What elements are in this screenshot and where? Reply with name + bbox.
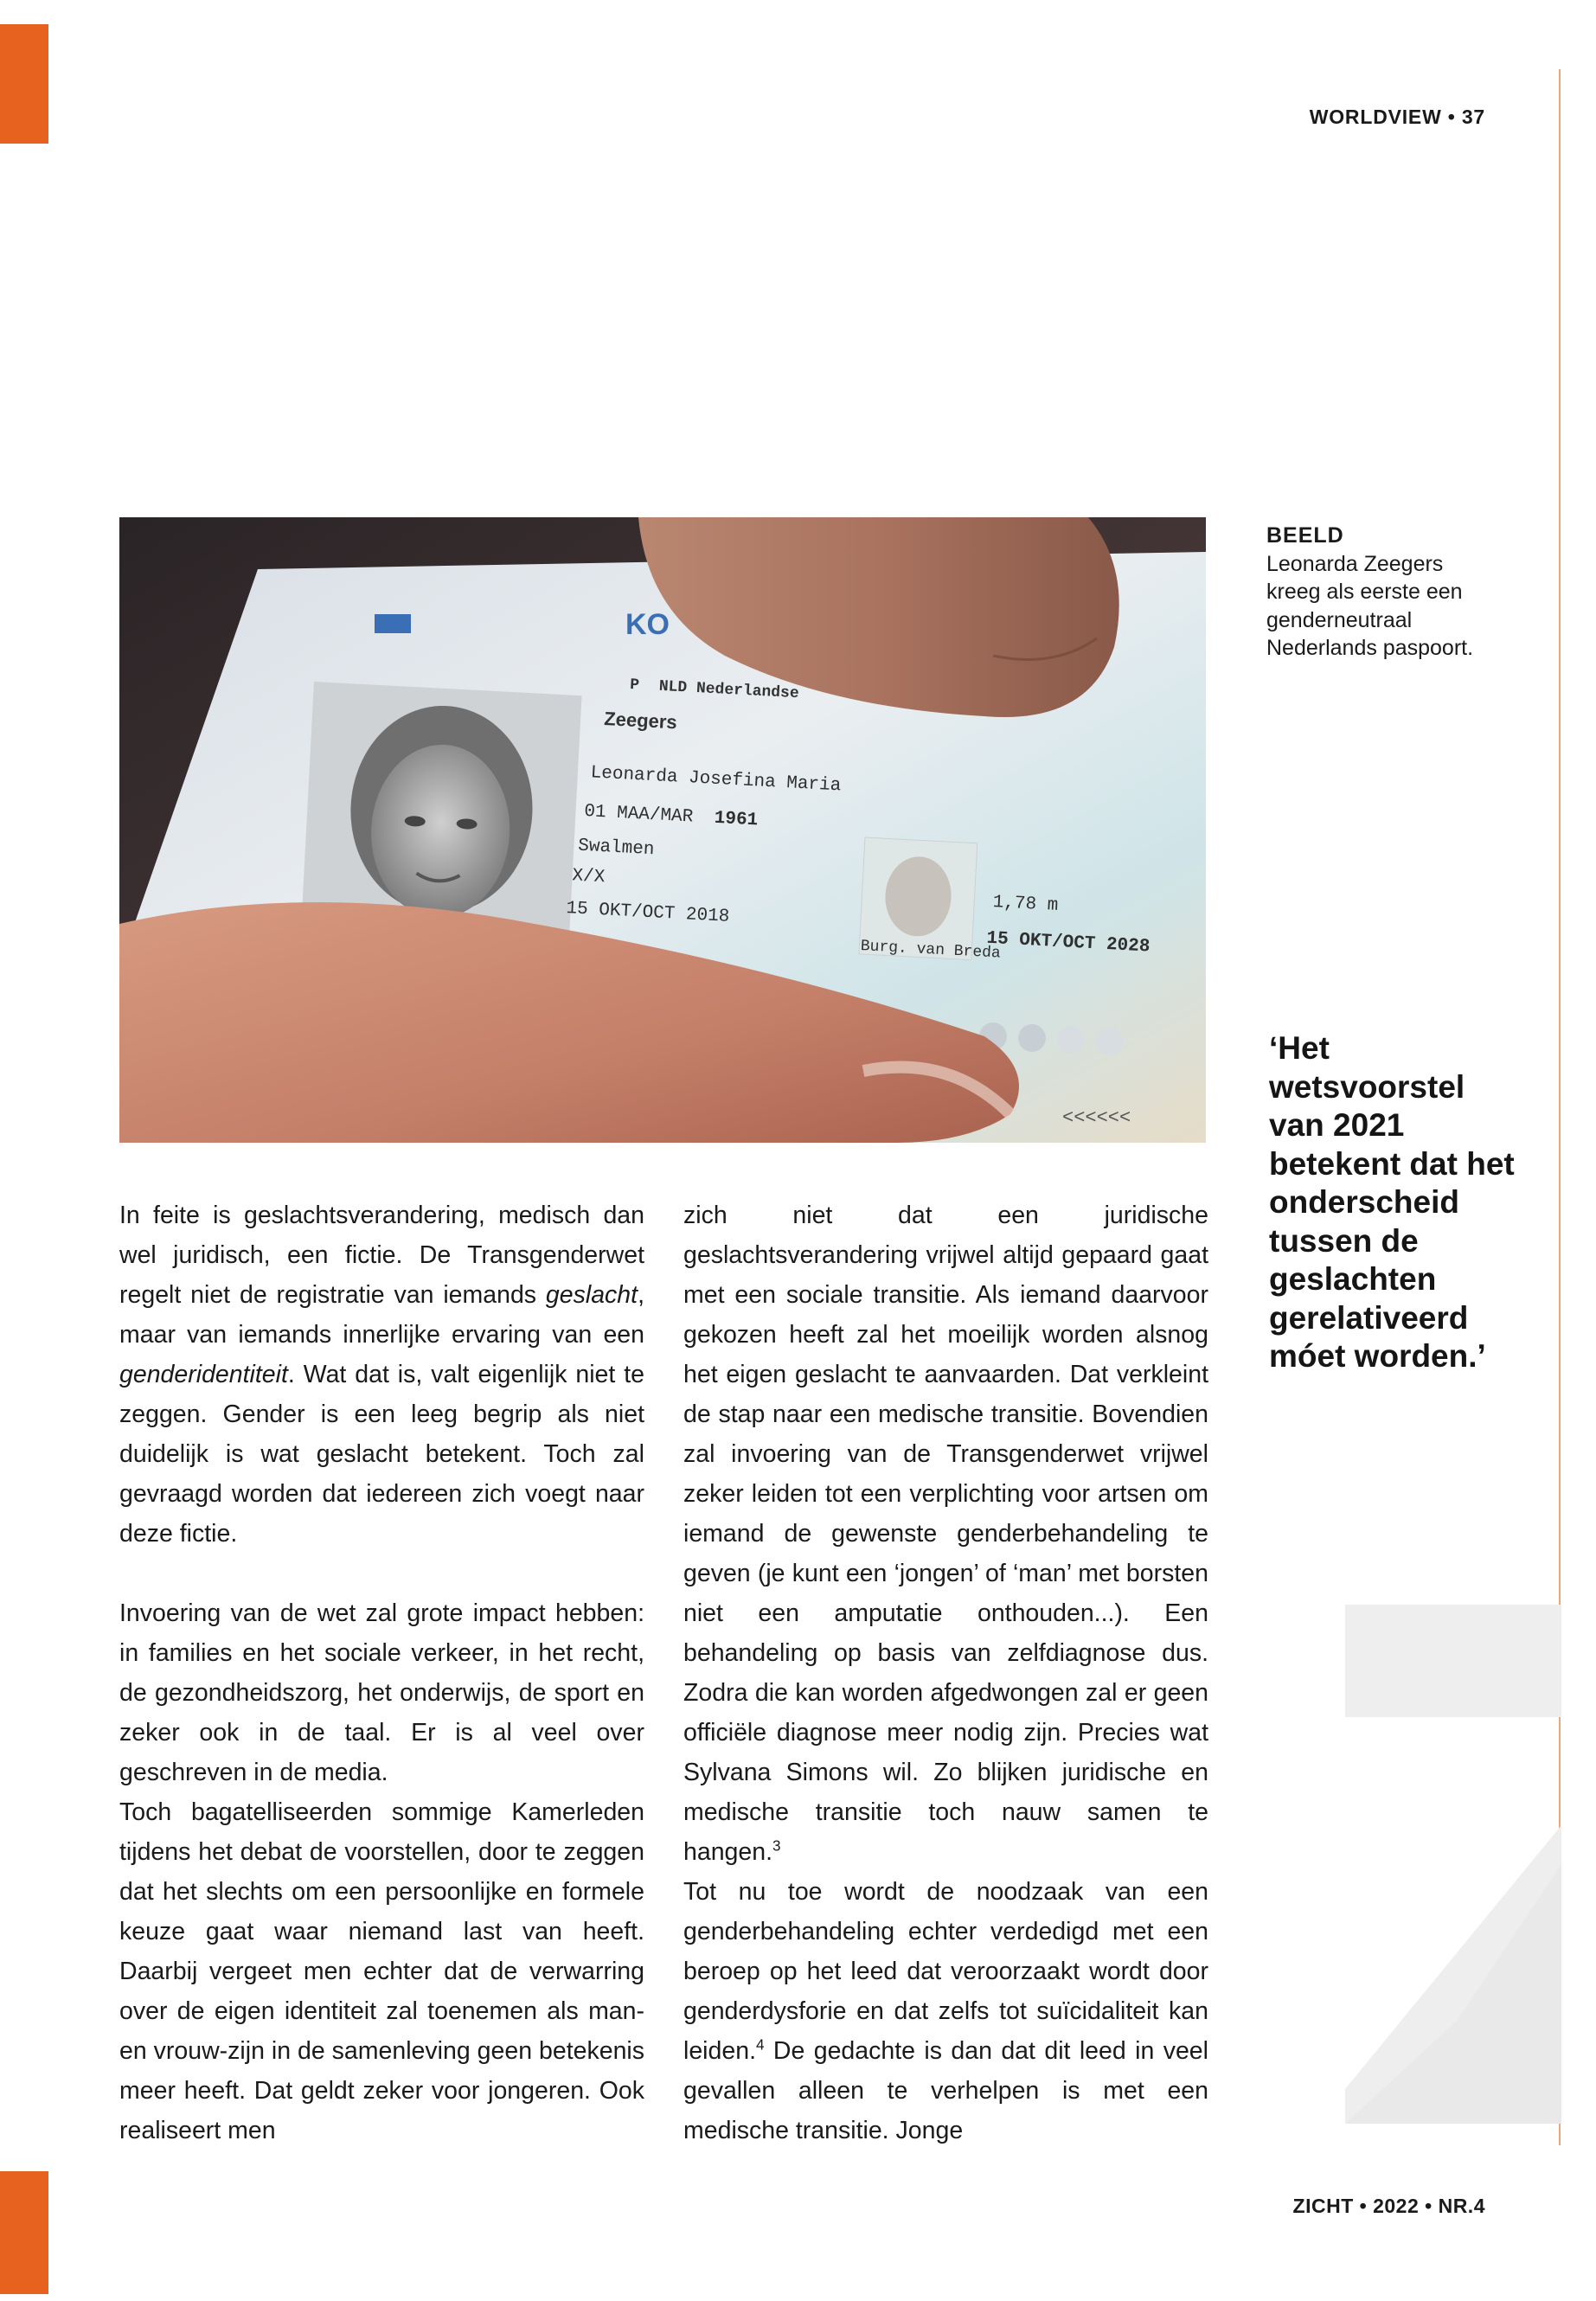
paragraph: Invoering van de wet zal grote impact hebben: in families en het sociale verkeer, in het recht, de gezondheidszorg, het onderwijs, de sport en zeker ook in de taal. Er is al veel over geschreven in de media. [119, 1599, 644, 1786]
text-run: zich niet dat een juridische geslachtsverandering vrijwel altijd gepaard gaat met een sociale transitie. Als iemand daarvoor gekozen heeft zal het moeilijk worden alsnog het eigen geslacht te aanvaarden. Dat verkleint de stap naar een medische transitie. Bovendien zal invoering van de Transgenderwet vrijwel zeker leiden tot een verplichting voor artsen om iemand de gewenste genderbehandeling te geven (je kunt een ‘jongen’ of ‘man’ met borsten niet een amputatie onthouden...). Een behandeling op basis van zelfdiagnose dus. Zodra die kan worden afgedwongen zal er geen officiële diagnose meer nodig zijn. Precies wat Sylvana Simons wil. Zo blijken juridische en medische transitie toch nauw samen te hangen. [683, 1202, 1208, 1866]
passport-birth-day-month: 01 MAA/MAR [583, 801, 694, 828]
running-foot: ZICHT • 2022 • NR.4 [1292, 2195, 1485, 2217]
body-column-right [683, 1195, 1208, 2150]
passport-issue-date: 15 OKT/OCT 2018 [565, 899, 730, 927]
body-column-left [119, 1195, 644, 2150]
passport-given-names: Leonarda Josefina Maria [590, 763, 842, 797]
text-run: , maar van iemands innerlijke ervaring van een [119, 1281, 644, 1349]
text-run: Tot nu toe wordt de noodzaak van een genderbehandeling echter verdedigd met een beroep op het leed dat veroorzaakt wordt door genderdysforie en dat zelfs tot suïcidaliteit kan leiden. [683, 1878, 1208, 2065]
passport-nationality: NLD Nederlandse [658, 677, 800, 703]
footnote-ref: 3 [772, 1837, 781, 1855]
orange-edge-tab-top [0, 24, 48, 144]
passport-height: 1,78 m [992, 893, 1059, 916]
emphasis: geslacht [545, 1281, 638, 1309]
paragraph [683, 1872, 1208, 2150]
photo-caption [1266, 522, 1483, 663]
text-run: In feite is geslachtsverandering, medisch dan wel juridisch, een fictie. De Transgenderwet regelt niet de registratie van iemands [119, 1202, 644, 1309]
passport-country-code: KO [625, 608, 670, 641]
paragraph [119, 1195, 644, 1554]
passport-place-of-birth: Swalmen [577, 836, 655, 861]
passport-mrz: <<<<<< [1062, 1107, 1131, 1129]
text-run: . Wat dat is, valt eigenlijk niet te zeggen. Gender is een leeg begrip als niet duidelijk is wat geslacht betekent. Toch zal gevraagd worden dat iedereen zich voegt naar deze fictie. [119, 1361, 644, 1548]
footnote-ref: 4 [755, 2036, 765, 2054]
emphasis: genderidentiteit [119, 1361, 288, 1388]
passport-illustration [119, 517, 1206, 1143]
running-head: WORLDVIEW • 37 [1309, 106, 1485, 128]
paragraph: Toch bagatelliseerden sommige Kamerleden tijdens het debat de voorstellen, door te zeggen dat het slechts om een persoonlijke en formele keuze gaat waar niemand last van heeft. Daarbij vergeet men echter dat de verwarring over de eigen identiteit zal toenemen als man- en vrouw-zijn in de samenleving geen betekenis meer heeft. Dat geldt zeker voor jongeren. Ook realiseert men [119, 1798, 644, 2144]
passport-type: P [629, 676, 640, 695]
passport-surname: Zeegers [603, 708, 678, 734]
zicht-z-logo [1345, 1605, 1561, 2145]
caption-label: BEELD [1266, 523, 1344, 548]
passport-sex: X/X [571, 866, 606, 888]
pull-quote: ‘Het wetsvoorstel van 2021 betekent dat het onderscheid tussen de geslachten gerelativeerd móet worden.’ [1269, 1030, 1515, 1374]
passport-photo [119, 517, 1206, 1143]
passport-birth-year: 1961 [714, 808, 759, 831]
passport-expiry-date: 15 OKT/OCT 2028 [985, 928, 1151, 958]
passport-authority: Burg. van Breda [860, 938, 1002, 963]
orange-edge-tab-bottom [0, 2171, 48, 2294]
text-run: De gedachte is dan dat dit leed in veel gevallen alleen te verhelpen is met een medische transitie. Jonge [683, 2037, 1208, 2144]
eu-flag-icon [375, 614, 411, 633]
paragraph [683, 1195, 1208, 1872]
caption-text: Leonarda Zeegers kreeg als eerste een genderneutraal Nederlands paspoort. [1266, 551, 1474, 660]
